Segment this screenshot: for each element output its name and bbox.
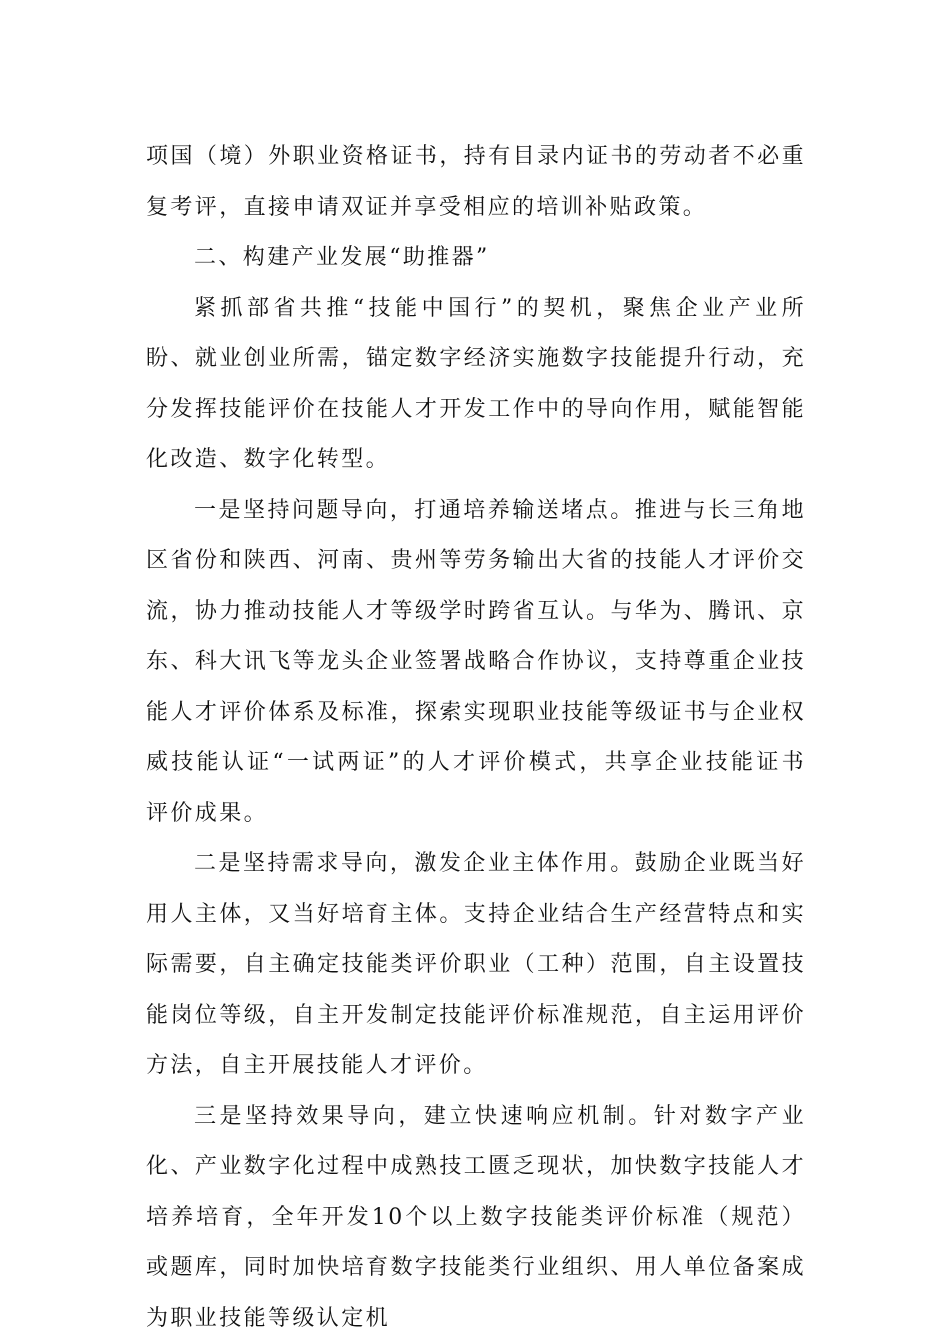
document-body (146, 132, 806, 1344)
section-heading: 二、构建产业发展“助推器” (194, 245, 490, 270)
paragraph-problem-oriented: 一是坚持问题导向，打通培养输送堵点。推进与长三角地区省份和陕西、河南、贵州等劳务输出大省的技能人才评价交流，协力推动技能人才等级学时跨省互认。与华为、腾讯、京东、科大讯飞等龙头企业签署战略合作协议，支持尊重企业技能人才评价体系及标准，探索实现职业技能等级证书与企业权威技能认证“一试两证”的人才评价模式，共享企业技能证书评价成果。 (146, 497, 806, 826)
paragraph-demand-oriented: 二是坚持需求导向，激发企业主体作用。鼓励企业既当好用人主体，又当好培育主体。支持企业结合生产经营特点和实际需要，自主确定技能类评价职业（工种）范围，自主设置技能岗位等级，自主开发制定技能评价标准规范，自主运用评价方法，自主开展技能人才评价。 (146, 851, 806, 1078)
paragraph-intro: 紧抓部省共推“技能中国行”的契机，聚焦企业产业所盼、就业创业所需，锚定数字经济实施数字技能提升行动，充分发挥技能评价在技能人才开发工作中的导向作用，赋能智能化改造、数字化转型。 (146, 295, 806, 472)
paragraph-continuation: 项国（境）外职业资格证书，持有目录内证书的劳动者不必重复考评，直接申请双证并享受相应的培训补贴政策。 (146, 144, 806, 220)
paragraph-effect-oriented: 三是坚持效果导向，建立快速响应机制。针对数字产业化、产业数字化过程中成熟技工匮乏现状，加快数字技能人才培养培育，全年开发10个以上数字技能类评价标准（规范）或题库，同时加快培育数字技能类行业组织、用人单位备案成为职业技能等级认定机 (146, 1103, 806, 1331)
